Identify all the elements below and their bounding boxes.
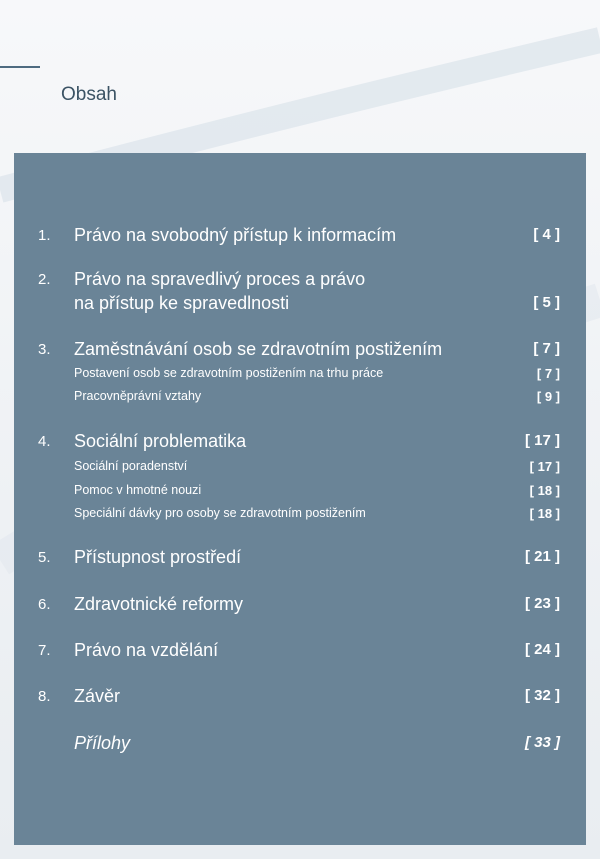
toc-subentry-title: Pomoc v hmotné nouzi <box>74 483 202 497</box>
toc-subentry-page: [ 18 ] <box>529 506 560 521</box>
toc-entry-title: Závěr <box>74 686 121 706</box>
toc-entry-page: [ 23 ] <box>524 595 560 612</box>
toc-entry-number: 7. <box>38 642 51 659</box>
toc-entry-number: 5. <box>38 549 51 566</box>
toc-subentry-title: Postavení osob se zdravotním postižením na trhu práce <box>74 366 384 380</box>
toc-entry-title: Přístupnost prostředí <box>74 547 242 567</box>
toc-subentry-page: [ 18 ] <box>529 483 560 498</box>
toc-entry-number: 6. <box>38 596 51 613</box>
toc-entry-title: Právo na vzdělání <box>74 640 219 660</box>
toc-entry-page: [ 32 ] <box>524 687 560 704</box>
toc-entry-title: Právo na spravedlivý proces a právo na přístup ke spravedlnosti <box>74 269 366 313</box>
toc-subentry-page: [ 7 ] <box>536 366 560 381</box>
toc-entry-page: [ 7 ] <box>533 340 560 357</box>
toc-entry-number: 4. <box>38 433 51 450</box>
toc-entry-number: 8. <box>38 688 51 705</box>
toc-entry-page: [ 4 ] <box>533 226 560 243</box>
toc-entry-title: Přílohy <box>74 733 131 753</box>
toc-entry-title: Sociální problematika <box>74 431 247 451</box>
toc-subentry-page: [ 9 ] <box>536 389 560 404</box>
top-rule <box>0 66 40 68</box>
toc-entry-page: [ 24 ] <box>524 641 560 658</box>
page-title: Obsah <box>61 84 117 105</box>
toc-subentry-title: Speciální dávky pro osoby se zdravotním postižením <box>74 506 366 520</box>
toc-entry-title: Zaměstnávání osob se zdravotním postižením <box>74 339 443 359</box>
toc-entry-title: Právo na svobodný přístup k informacím <box>74 225 397 245</box>
toc-entry-number: 1. <box>38 227 51 244</box>
toc-entry-page: [ 21 ] <box>524 548 560 565</box>
toc-entry-number: 3. <box>38 341 51 358</box>
toc-entry-page: [ 33 ] <box>524 734 560 751</box>
toc-entry-number: 2. <box>38 271 51 288</box>
toc-entry-page: [ 5 ] <box>533 294 560 311</box>
toc-entry-page: [ 17 ] <box>524 432 560 449</box>
toc-subentry-page: [ 17 ] <box>529 459 560 474</box>
toc-subentry-title: Sociální poradenství <box>74 459 188 473</box>
toc-panel <box>14 153 586 845</box>
toc-entry-title: Zdravotnické reformy <box>74 594 244 614</box>
toc-subentry-title: Pracovněprávní vztahy <box>74 389 202 403</box>
